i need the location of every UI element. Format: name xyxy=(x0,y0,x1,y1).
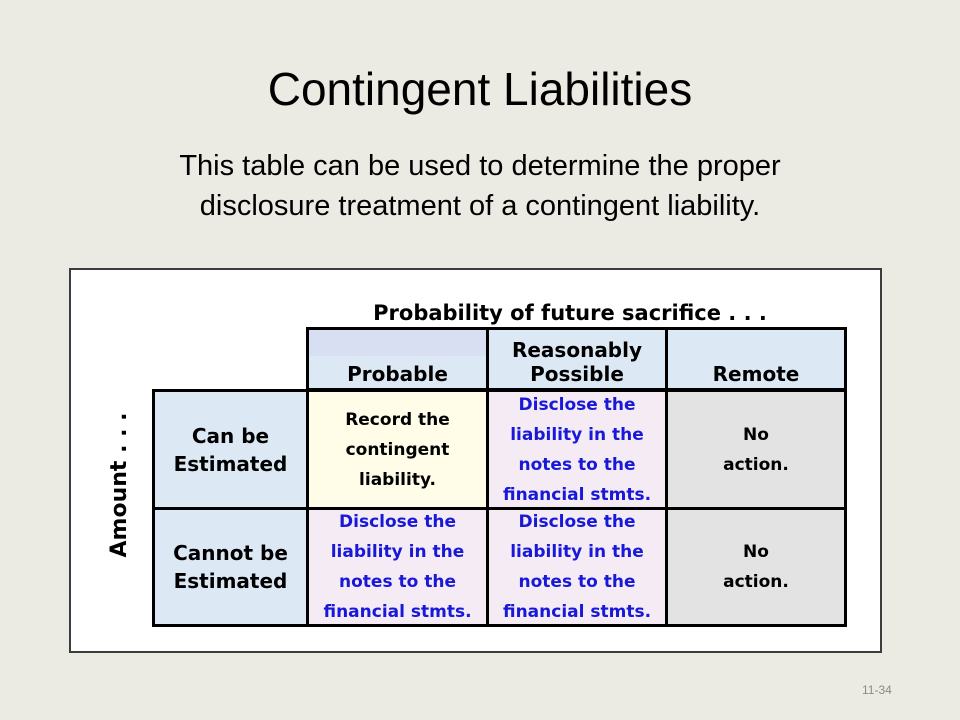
cell-not-estimated-possible-text: Disclose the liability in the notes to the financial stmts. xyxy=(502,512,652,622)
cell-estimated-probable xyxy=(306,389,489,510)
cell-not-estimated-probable xyxy=(306,507,489,627)
subtitle-line-2: disclosure treatment of a contingent liability. xyxy=(199,190,761,222)
cell-estimated-probable-text: Record the contingent liability. xyxy=(345,409,450,490)
slide-number: 11-34 xyxy=(862,683,892,697)
row-header-cannot-be-estimated xyxy=(152,507,309,627)
row-header-cannot-be-estimated-label: Cannot be Estimated xyxy=(173,541,288,593)
probability-header: Probability of future sacrifice . . . xyxy=(373,301,767,325)
column-header-reasonably-possible-label: Reasonably Possible xyxy=(511,338,643,386)
cell-estimated-possible xyxy=(486,389,668,510)
cell-estimated-possible-text: Disclose the liability in the notes to the financial stmts. xyxy=(502,394,652,505)
cell-not-estimated-possible xyxy=(486,507,668,627)
amount-label: Amount . . . xyxy=(107,412,132,558)
column-header-probable xyxy=(306,327,489,391)
row-header-can-be-estimated-label: Can be Estimated xyxy=(173,423,288,476)
slide-subtitle xyxy=(0,146,960,226)
subtitle-line-1: This table can be used to determine the proper xyxy=(179,150,781,182)
cell-estimated-remote-text: No action. xyxy=(723,424,789,475)
cell-not-estimated-probable-text: Disclose the liability in the notes to the financial stmts. xyxy=(323,512,472,622)
slide-title: Contingent Liabilities xyxy=(267,63,693,115)
column-header-reasonably-possible xyxy=(486,327,668,391)
column-header-remote xyxy=(665,327,847,391)
row-header-can-be-estimated xyxy=(152,389,309,510)
column-header-probable-label: Probable xyxy=(347,362,448,386)
cell-estimated-remote xyxy=(665,389,847,510)
cell-not-estimated-remote xyxy=(665,507,847,627)
column-header-remote-label: Remote xyxy=(712,362,800,386)
cell-not-estimated-remote-text: No action. xyxy=(723,542,789,592)
